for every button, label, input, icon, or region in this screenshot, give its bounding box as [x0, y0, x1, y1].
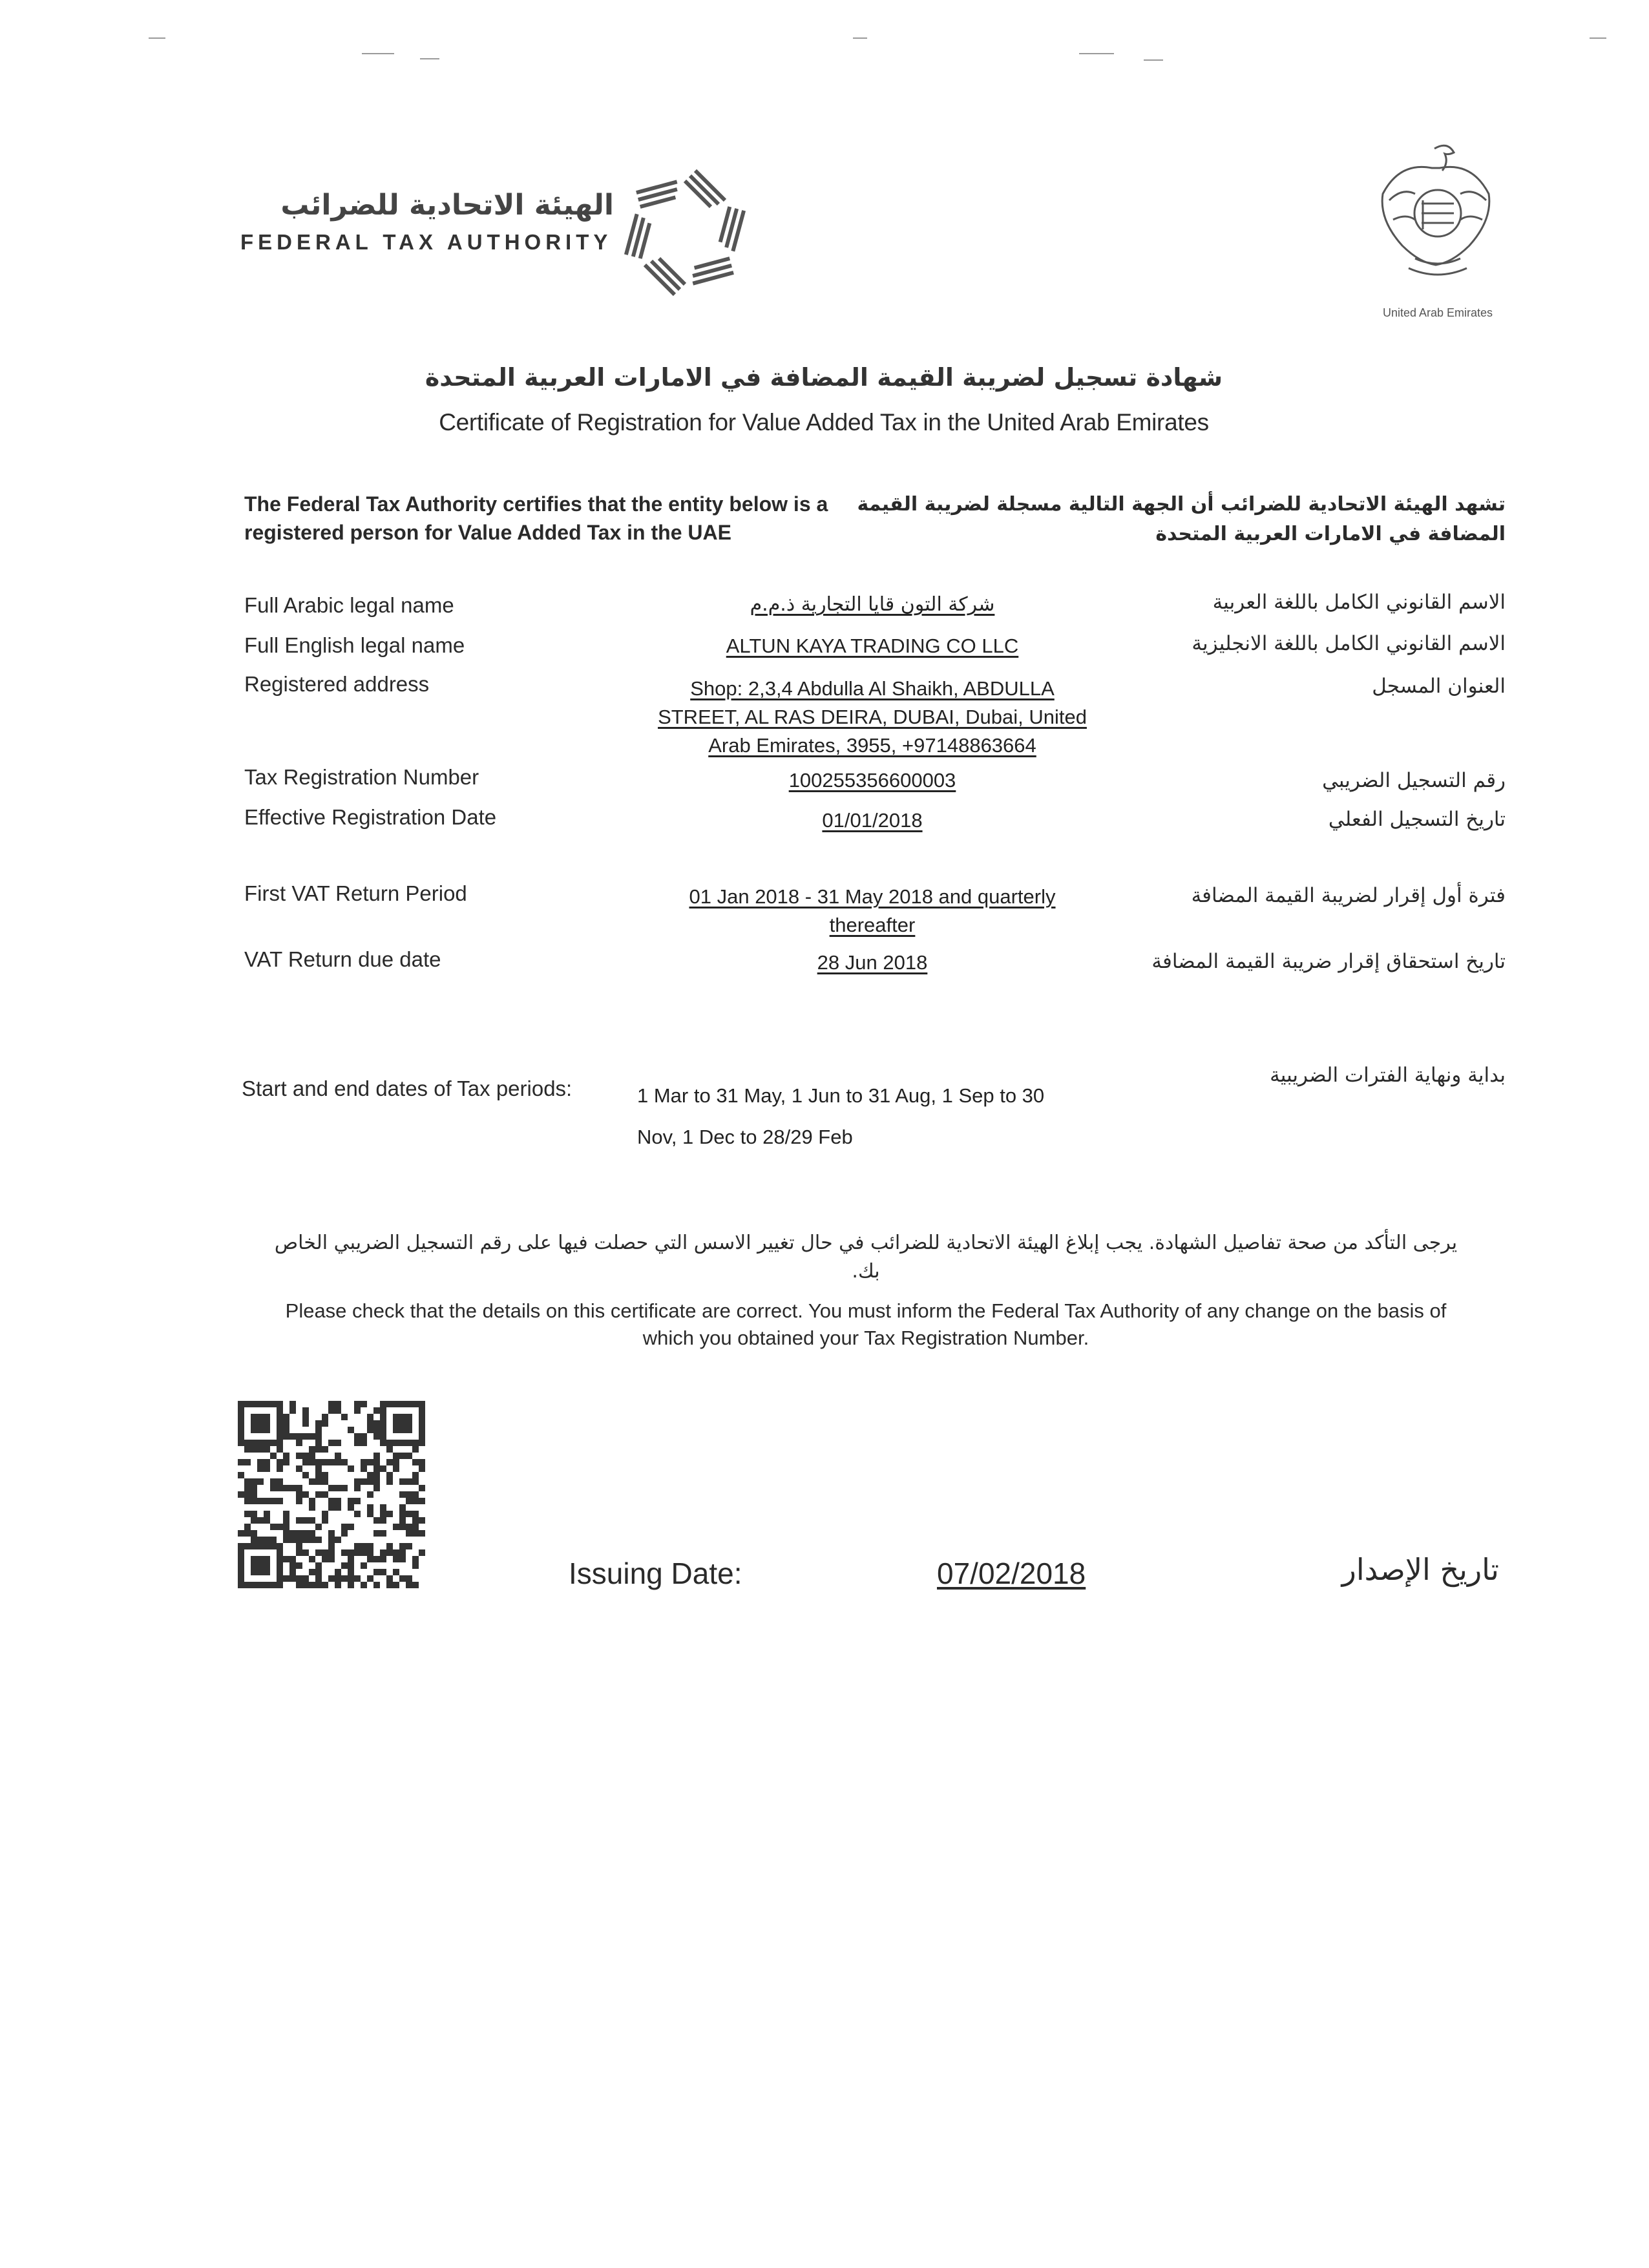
tax-periods-line: 1 Mar to 31 May, 1 Jun to 31 Aug, 1 Sep to 30: [637, 1084, 1045, 1107]
label-arabic-legal-name-ar: الاسم القانوني الكامل باللغة العربية: [1212, 591, 1506, 614]
label-effective-registration-date-ar: تاريخ التسجيل الفعلي: [1328, 808, 1506, 831]
address-line: STREET, AL RAS DEIRA, DUBAI, Dubai, United: [658, 706, 1087, 728]
scan-mark: [149, 37, 165, 39]
scan-mark: [362, 53, 394, 54]
value-tax-periods: [637, 1075, 1128, 1158]
label-effective-registration-date: Effective Registration Date: [244, 805, 497, 829]
org-name-arabic: الهيئة الاتحادية للضرائب: [280, 189, 614, 222]
value-issuing-date: 07/02/2018: [937, 1557, 1086, 1590]
intro-arabic: تشهد الهيئة الاتحادية للضرائب أن الجهة التالية مسجلة لضريبة القيمة المضافة في الامارات العربية المتحدة: [857, 493, 1506, 545]
label-vat-return-due-date: VAT Return due date: [244, 947, 441, 971]
address-line: Arab Emirates, 3955, +97148863664: [708, 734, 1036, 757]
label-registered-address-ar: العنوان المسجل: [1372, 675, 1506, 698]
scan-mark: [853, 37, 867, 39]
notice-arabic: يرجى التأكد من صحة تفاصيل الشهادة. يجب إبلاغ الهيئة الاتحادية للضرائب في حال تغيير الاسس التي حصلت فيها على رقم التسجيل الضريبي الخاص بك.: [274, 1232, 1458, 1283]
emblem-caption: United Arab Emirates: [1382, 306, 1493, 319]
label-tax-periods: Start and end dates of Tax periods:: [242, 1076, 572, 1100]
intro-english: The Federal Tax Authority certifies that the entity below is a registered person for Value Added Tax in the UAE: [244, 492, 828, 544]
address-line: Shop: 2,3,4 Abdulla Al Shaikh, ABDULLA: [690, 677, 1055, 700]
label-tax-registration-number-ar: رقم التسجيل الضريبي: [1322, 769, 1506, 792]
value-arabic-legal-name: شركة التون قايا التجارية ذ.م.م: [750, 593, 995, 616]
value-vat-return-due-date: 28 Jun 2018: [817, 951, 928, 974]
value-english-legal-name: ALTUN KAYA TRADING CO LLC: [726, 635, 1019, 657]
label-issuing-date: Issuing Date:: [569, 1557, 742, 1590]
notice-english: Please check that the details on this certificate are correct. You must inform the Federal Tax Authority of any change on the basis of which you obtained your Tax Registration Number.: [285, 1299, 1447, 1349]
certificate-title-english: Certificate of Registration for Value Added Tax in the United Arab Emirates: [439, 409, 1209, 436]
label-registered-address: Registered address: [244, 672, 430, 696]
value-first-vat-return-period: [614, 883, 1131, 940]
scan-mark: [1079, 53, 1114, 54]
label-vat-return-due-date-ar: تاريخ استحقاق إقرار ضريبة القيمة المضافة: [1151, 950, 1506, 973]
value-registered-address: [614, 675, 1131, 760]
label-first-vat-return-period: First VAT Return Period: [244, 881, 467, 905]
fta-swirl-logo-icon: [614, 162, 756, 304]
scan-mark: [1144, 59, 1163, 61]
label-tax-registration-number: Tax Registration Number: [244, 765, 479, 789]
qr-code-icon: [238, 1401, 425, 1588]
label-issuing-date-ar: تاريخ الإصدار: [1341, 1552, 1499, 1587]
uae-falcon-emblem-icon: [1370, 136, 1506, 304]
label-english-legal-name: Full English legal name: [244, 633, 465, 657]
first-return-line: thereafter: [829, 914, 916, 936]
first-return-line: 01 Jan 2018 - 31 May 2018 and quarterly: [689, 885, 1056, 908]
org-name-english: FEDERAL TAX AUTHORITY: [240, 230, 613, 254]
value-tax-registration-number: 100255356600003: [788, 769, 956, 792]
tax-periods-line: Nov, 1 Dec to 28/29 Feb: [637, 1126, 853, 1148]
certificate-title-arabic: شهادة تسجيل لضريبة القيمة المضافة في الامارات العربية المتحدة: [425, 363, 1223, 392]
label-english-legal-name-ar: الاسم القانوني الكامل باللغة الانجليزية: [1192, 632, 1506, 655]
scan-mark: [420, 58, 439, 59]
label-tax-periods-ar: بداية ونهاية الفترات الضريبية: [1270, 1064, 1506, 1087]
label-arabic-legal-name: Full Arabic legal name: [244, 593, 454, 617]
scan-mark: [1590, 37, 1606, 39]
label-first-vat-return-period-ar: فترة أول إقرار لضريبة القيمة المضافة: [1191, 884, 1506, 907]
value-effective-registration-date: 01/01/2018: [822, 809, 923, 832]
